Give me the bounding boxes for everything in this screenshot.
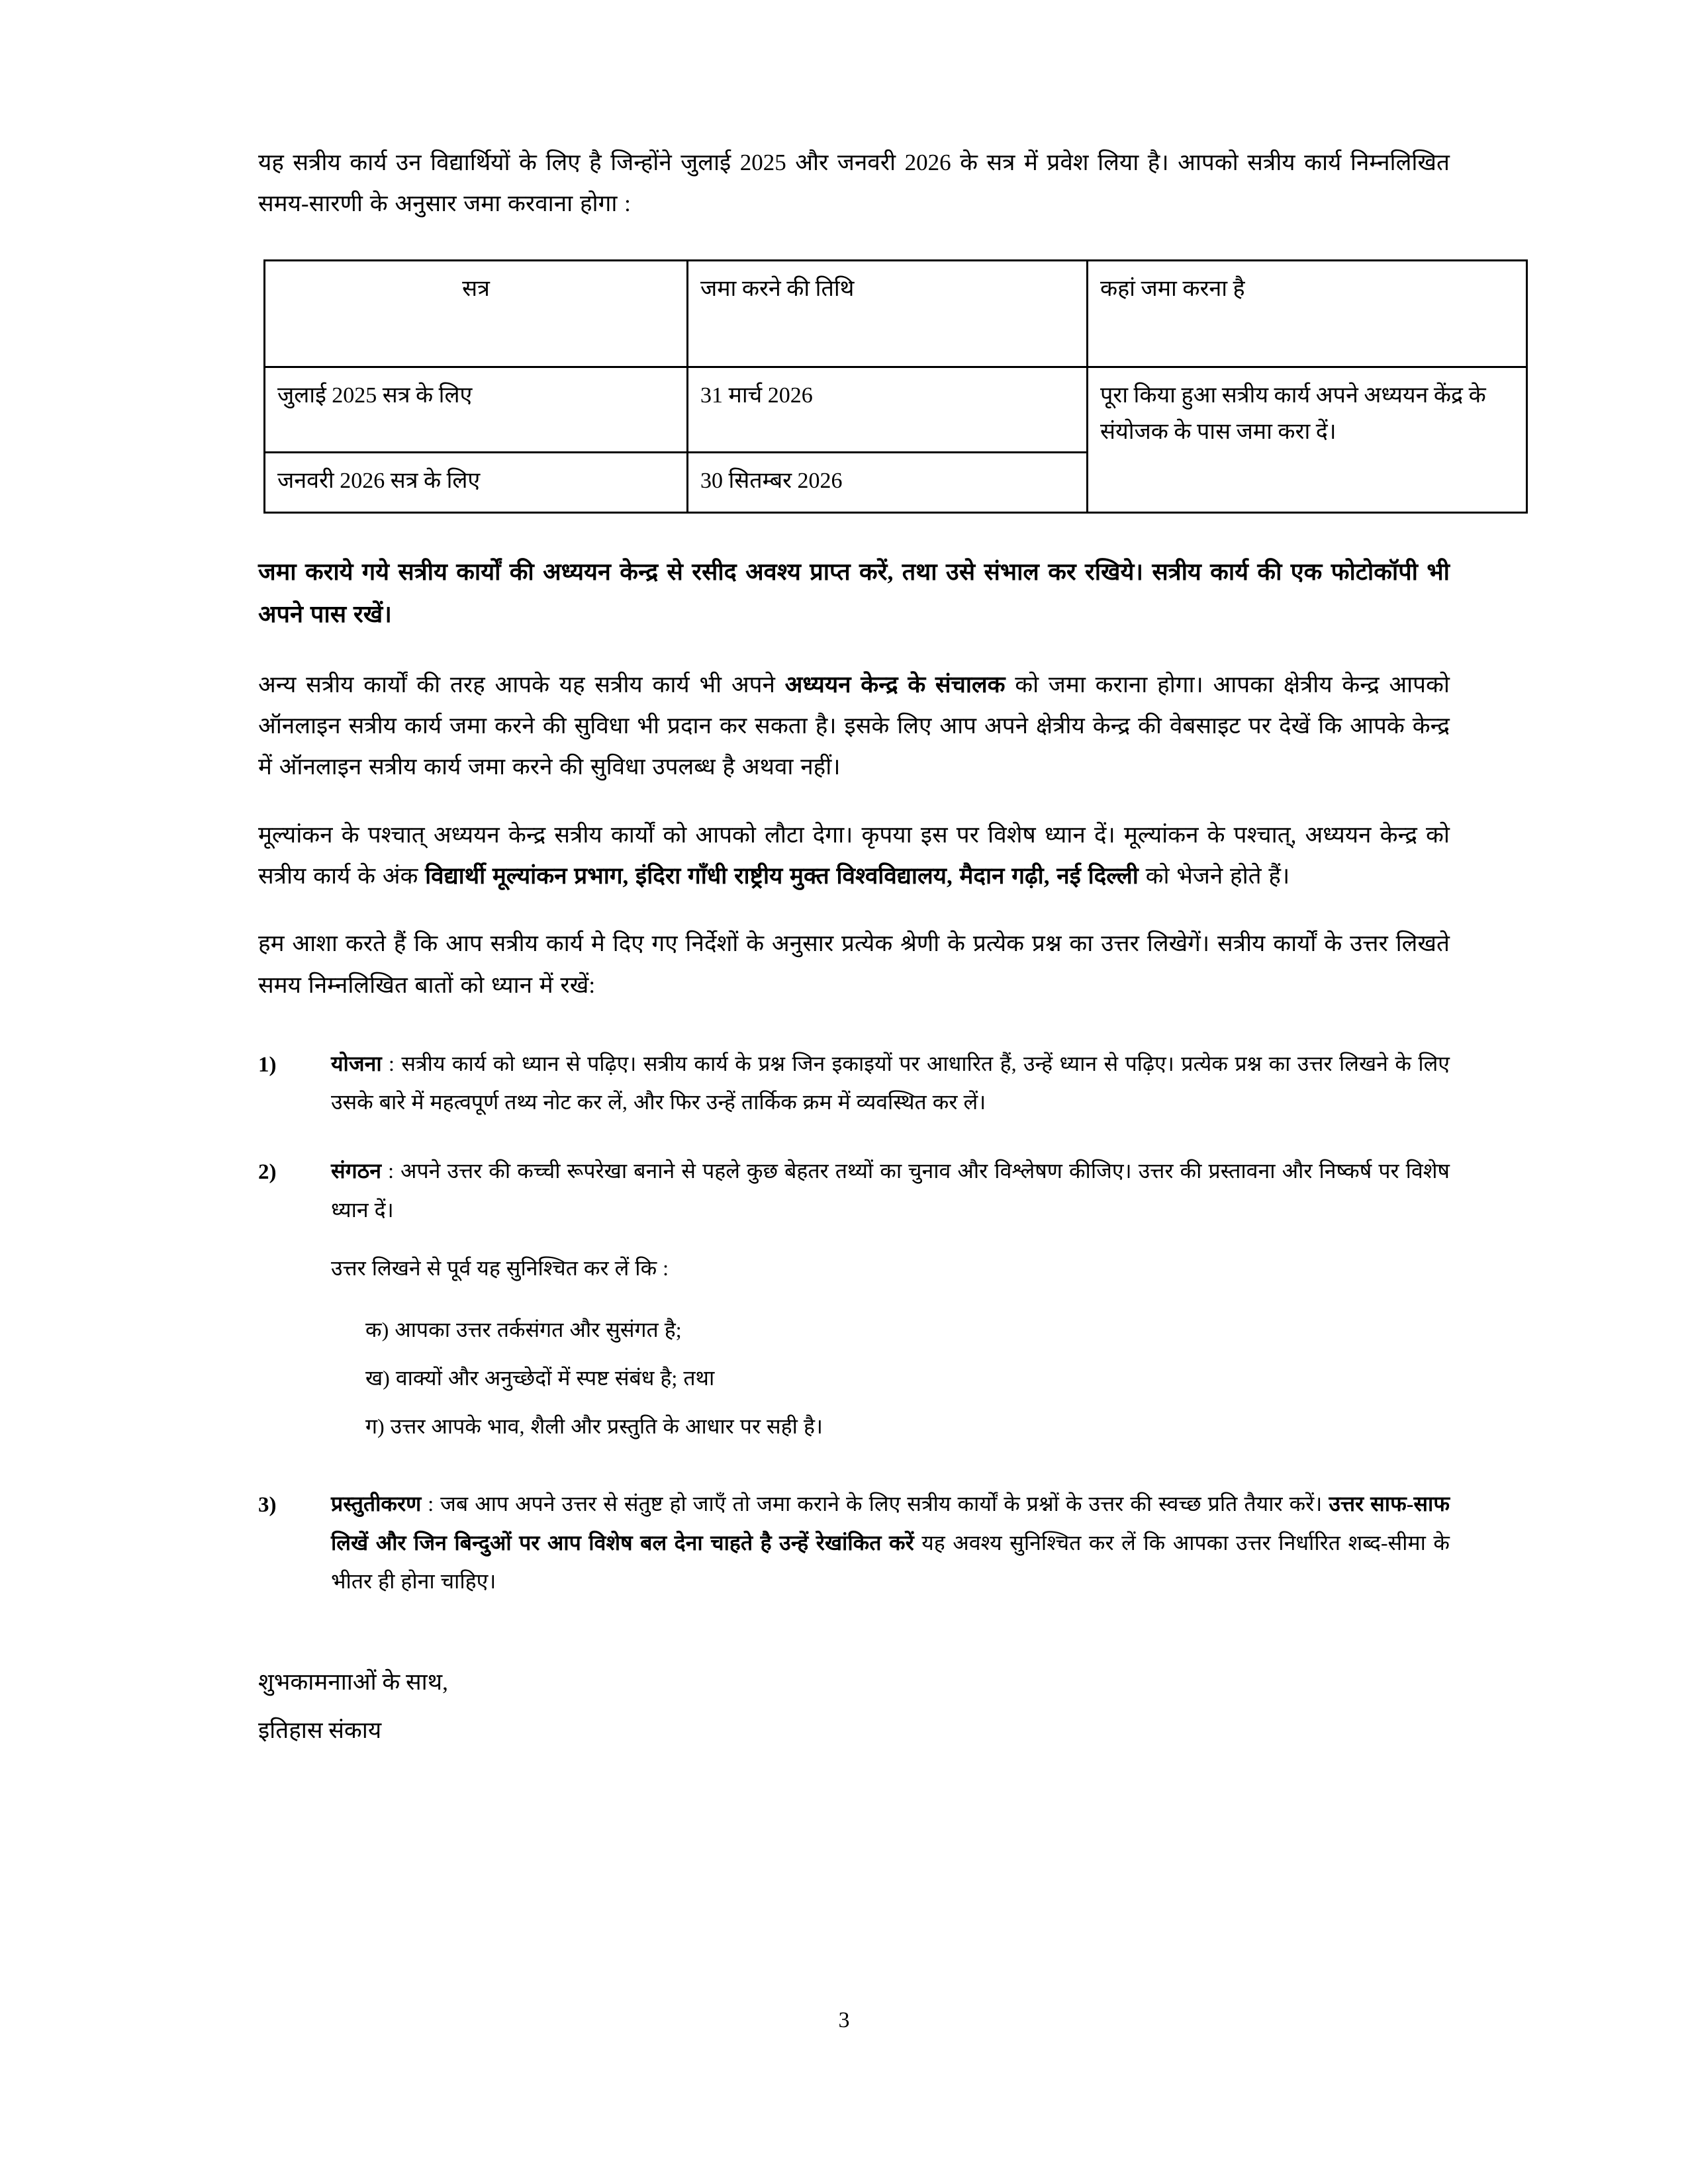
list-item-separator-1: : bbox=[381, 1051, 402, 1075]
list-item-number-2: 2) bbox=[258, 1160, 277, 1185]
cell-date-july: 31 मार्च 2026 bbox=[688, 367, 1088, 452]
list-item-separator-3: : bbox=[421, 1492, 441, 1516]
page-number: 3 bbox=[838, 2008, 850, 2032]
instructions-list bbox=[258, 1044, 1450, 1600]
subsection-intro-line: उत्तर लिखने से पूर्व यह सुनिश्चित कर लें कि : bbox=[331, 1255, 669, 1280]
list-item-body-3 bbox=[331, 1484, 1450, 1600]
list-item-text-3-part2: यह अवश्य सुनिश्चित कर लें कि आपका उत्तर निर्धारित शब्द-सीमा के भीतर ही होना चाहिए। bbox=[331, 1530, 1450, 1593]
table-header-row bbox=[265, 260, 1527, 367]
subpoint-ga: ग) उत्तर आपके भाव, शैली और प्रस्तुति के आधार पर सही है। bbox=[365, 1414, 823, 1438]
list-item-text-2: अपने उत्तर की कच्ची रूपरेखा बनाने से पहले कुछ बेहतर तथ्यों का चुनाव और विश्लेषण कीजिए। उत्तर की प्रस्तावना और निष्कर्ष पर विशेष ध्यान दें। bbox=[331, 1159, 1450, 1222]
receipt-note-line-2: सत्रीय कार्य की एक फोटोकॉपी भी अपने पास रखें। bbox=[258, 558, 1450, 627]
schedule-table-wrapper bbox=[258, 259, 1486, 514]
closing-block bbox=[258, 1661, 1450, 1752]
evaluation-bold-address: विद्यार्थी मूल्यांकन प्रभाग, इंदिरा गाँधी राष्ट्रीय मुक्त विश्वविद्यालय, मैदान गढ़ी, नई दिल्ली bbox=[425, 862, 1139, 889]
cell-where-to-submit: पूरा किया हुआ सत्रीय कार्य अपने अध्ययन केंद्र के संयोजक के पास जमा करा दें। bbox=[1088, 367, 1527, 512]
list-item-label-presentation: प्रस्तुतीकरण bbox=[331, 1492, 422, 1516]
list-item bbox=[258, 1152, 1450, 1454]
closing-signature: इतिहास संकाय bbox=[258, 1717, 382, 1743]
subpoint-kha: ख) वाक्यों और अनुच्छेदों में स्पष्ट संबंध है; तथा bbox=[365, 1365, 715, 1390]
cell-session-july: जुलाई 2025 सत्र के लिए bbox=[265, 367, 688, 452]
hope-paragraph: हम आशा करते हैं कि आप सत्रीय कार्य मे दिए गए निर्देशों के अनुसार प्रत्येक श्रेणी के प्रत्येक प्रश्न का उत्तर लिखेगें। सत्रीय कार्यों के उत्तर लिखते समय निम्नलिखित बातों को ध्यान में रखें: bbox=[258, 931, 1450, 998]
submission-paragraph bbox=[258, 664, 1450, 788]
list-item-label-organization: संगठन bbox=[331, 1159, 382, 1183]
table-header-where: कहां जमा करना है bbox=[1088, 260, 1527, 367]
list-item-text-3-part1: जब आप अपने उत्तर से संतुष्ट हो जाएँ तो जमा कराने के लिए सत्रीय कार्यों के प्रश्नों के उत्तर की स्वच्छ प्रति तैयार करें। bbox=[440, 1492, 1329, 1516]
list-item-bold-underline-note: उत्तर साफ-साफ लिखें और जिन बिन्दुओं पर आप विशेष बल देना चाहते है उन्हें रेखांकित करें bbox=[331, 1492, 1450, 1555]
list-item-body-2 bbox=[331, 1152, 1450, 1454]
table-row bbox=[265, 367, 1527, 452]
submission-text-part1: अन्य सत्रीय कार्यों की तरह आपके यह सत्रीय कार्य भी अपने bbox=[258, 671, 785, 698]
table-header-date: जमा करने की तिथि bbox=[688, 260, 1088, 367]
list-item-text-1: सत्रीय कार्य को ध्यान से पढ़िए। सत्रीय कार्य के प्रश्न जिन इकाइयों पर आधारित हैं, उन्हें ध्यान से पढ़िए। प्रत्येक प्रश्न का उत्तर लिखने के लिए उसके बारे में महत्वपूर्ण तथ्य नोट कर लें, और फिर उन्हें तार्किक क्रम में व्यवस्थित कर लें। bbox=[331, 1051, 1450, 1115]
list-item bbox=[258, 1484, 1450, 1600]
receipt-note bbox=[258, 551, 1450, 635]
submission-bold-centre: अध्ययन केन्द्र के संचालक bbox=[784, 671, 1006, 698]
submission-text-part2: को जमा कराना होगा। आपका क्षेत्रीय केन्द्र आपको ऑनलाइन सत्रीय कार्य जमा करने की सुविधा भी प्रदान कर सकता है। इसके लिए आप अपने क्षेत्रीय केन्द्र की वेबसाइट पर देखें कि आपके केन्द्र में ऑनलाइन सत्रीय कार्य जमा करने की सुविधा उपलब्ध है अथवा नहीं। bbox=[258, 671, 1450, 780]
list-item bbox=[258, 1044, 1450, 1121]
evaluation-text-part2: को भेजने होते हैं। bbox=[1138, 862, 1290, 889]
closing-greeting: शुभकामनााओं के साथ, bbox=[258, 1669, 448, 1696]
cell-session-january: जनवरी 2026 सत्र के लिए bbox=[265, 452, 688, 512]
list-item-number-1: 1) bbox=[258, 1052, 277, 1077]
cell-date-january: 30 सितम्बर 2026 bbox=[688, 452, 1088, 512]
list-item-subsection-2 bbox=[331, 1249, 1450, 1447]
evaluation-text-part1: मूल्यांकन के पश्चात् अध्ययन केन्द्र सत्रीय कार्यों को आपको लौटा देगा। कृपया इस पर विशेष ध्यान दें। मूल्यांकन के पश्चात्, अध्ययन केन्द्र को सत्रीय कार्य के अंक bbox=[258, 821, 1450, 889]
evaluation-paragraph bbox=[258, 815, 1450, 897]
subpoints-list bbox=[331, 1310, 1450, 1446]
list-item-separator-2: : bbox=[381, 1159, 401, 1183]
intro-paragraph: यह सत्रीय कार्य उन विद्यार्थियों के लिए है जिन्होंने जुलाई 2025 और जनवरी 2026 के सत्र में प्रवेश लिया है। आपको सत्रीय कार्य निम्नलिखित समय-सारणी के अनुसार जमा करवाना होगा : bbox=[258, 150, 1450, 217]
submission-schedule-table bbox=[263, 259, 1528, 514]
list-item-body-1 bbox=[331, 1044, 1450, 1121]
subpoint-ka: क) आपका उत्तर तर्कसंगत और सुसंगत है; bbox=[365, 1318, 682, 1342]
list-item-number-3: 3) bbox=[258, 1493, 277, 1518]
table-header-session: सत्र bbox=[265, 260, 688, 367]
list-item-label-planning: योजना bbox=[331, 1051, 382, 1075]
receipt-note-line-1: जमा कराये गये सत्रीय कार्यों की अध्ययन केन्द्र से रसीद अवश्य प्राप्त करें, तथा उसे संभाल कर रखिये। bbox=[258, 558, 1143, 585]
